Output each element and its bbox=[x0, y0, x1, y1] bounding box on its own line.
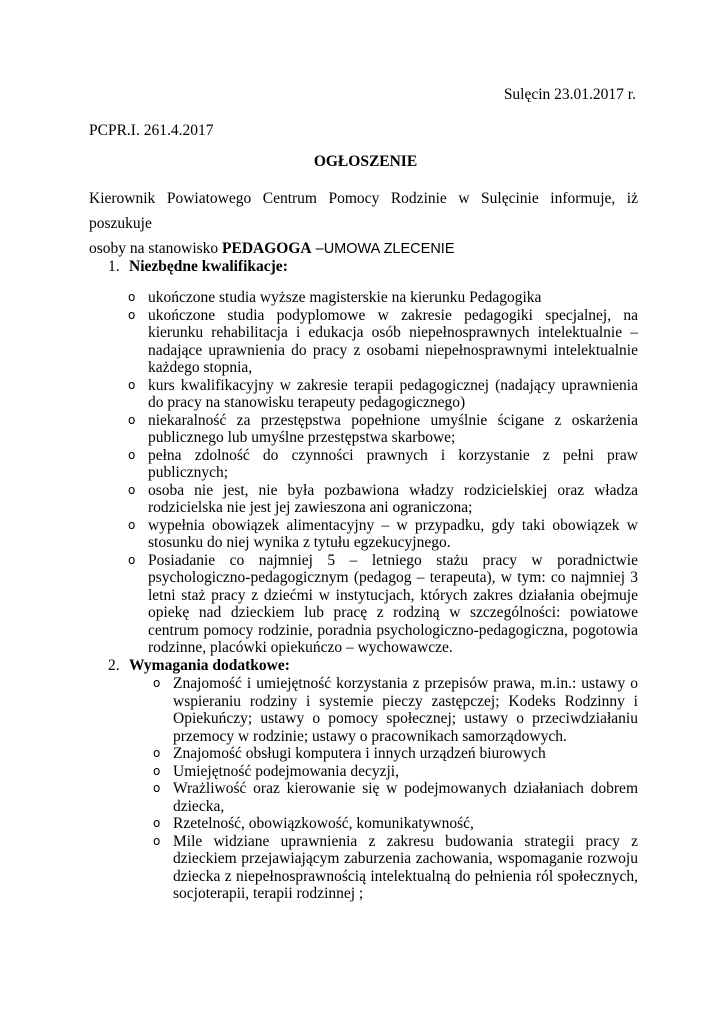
intro-paragraph bbox=[89, 186, 638, 262]
document-title: OGŁOSZENIE bbox=[313, 153, 418, 170]
list-item-text: ukończone studia podyplomowe w zakresie pedagogiki specjalnej, na kierunku rehabilitacja i edukacja osób niepełnosprawnych intelektualnie – nadające uprawnienia do pracy z osobami niepełnosprawnymi intelektualnie każdego stopnia, bbox=[148, 306, 638, 376]
section-2-title: Wymagania dodatkowe: bbox=[129, 657, 290, 674]
list-item bbox=[128, 516, 638, 552]
list-item-text: Mile widziane uprawnienia z zakresu budowania strategii pracy z dzieckiem przejawiającym zaburzenia zachowania, wspomaganie rozwoju dziecka z niepełnosprawnością intelektualną do pełnienia ról społecznych, socjoterapii, terapii rodzinnej ; bbox=[173, 832, 638, 902]
contract-type: –UMOWA ZLECENIE bbox=[311, 241, 455, 257]
intro-line-1: Kierownik Powiatowego Centrum Pomocy Rodzinie w Sulęcinie informuje, iż poszukuje bbox=[89, 190, 638, 232]
position-name: PEDAGOGA bbox=[222, 240, 312, 257]
bullet-icon: o bbox=[153, 816, 161, 830]
bullet-icon: o bbox=[153, 833, 161, 848]
list-item-text: osoba nie jest, nie była pozbawiona władzy rodzicielskiej oraz władza rodzicielska nie jest jej zawieszona ani ograniczona; bbox=[148, 481, 638, 516]
list-item bbox=[128, 289, 638, 307]
bullet-icon: o bbox=[153, 763, 161, 778]
bullet-icon: o bbox=[128, 552, 136, 567]
bullet-icon: o bbox=[153, 781, 161, 795]
place-date: Sulęcin 23.01.2017 r. bbox=[503, 86, 636, 103]
intro-line-2-prefix: osoby na stanowisko bbox=[89, 240, 223, 257]
bullet-icon: o bbox=[128, 377, 136, 392]
list-item-text: Wrażliwość oraz kierowanie się w podejmowanych działaniach dobrem dziecka, bbox=[173, 780, 638, 815]
list-item-text: wypełnia obowiązek alimentacyjny – w przypadku, gdy taki obowiązek w stosunku do niej wynika z tytułu egzekucyjnego. bbox=[148, 516, 638, 551]
bullet-icon: o bbox=[128, 412, 136, 427]
bullet-icon: o bbox=[128, 517, 136, 532]
list-item bbox=[128, 411, 638, 447]
list-item bbox=[153, 815, 638, 833]
list-item-text: pełna zdolność do czynności prawnych i korzystanie z pełni praw publicznych; bbox=[148, 446, 638, 481]
bullet-icon: o bbox=[153, 746, 161, 760]
list-item bbox=[128, 481, 638, 517]
list-item-text: kurs kwalifikacyjny w zakresie terapii pedagogicznej (nadający uprawnienia do pracy na stanowisku terapeuty pedagogicznego) bbox=[148, 376, 638, 411]
bullet-icon: o bbox=[128, 482, 136, 497]
list-item-text: Posiadanie co najmniej 5 – letniego stażu pracy w poradnictwie psychologiczno-pedagogicznym (pedagog – terapeuta), w tym: co najmniej 3 letni staż pracy z dziećmi w instytucjach, których zakres działania obejmuje opiekę nad dzieckiem lub pracę z rodziną w szczególności: powiatowe centrum pomocy rodzinie, poradnia psychologiczno-pedagogiczna, pogotowia rodzinne, placówki opiekuńczo – wychowawcze. bbox=[148, 551, 638, 656]
list-item-text: Znajomość i umiejętność korzystania z przepisów prawa, m.in.: ustawy o wspieraniu rodziny i systemie pieczy zastępczej; Kodeks Rodzinny i Opiekuńczy; ustawy o pomocy społecznej; ustawy o przeciwdziałaniu przemocy w rodzinie; ustawy o pracownikach samorządowych. bbox=[173, 675, 638, 745]
section-1-list bbox=[128, 289, 638, 657]
list-item bbox=[128, 376, 638, 412]
bullet-icon: o bbox=[128, 447, 136, 462]
section-1-number: 1. bbox=[108, 258, 120, 275]
list-item bbox=[153, 675, 638, 745]
bullet-icon: o bbox=[128, 290, 136, 304]
section-2-number: 2. bbox=[108, 657, 120, 674]
list-item bbox=[128, 306, 638, 377]
list-item bbox=[153, 745, 638, 763]
list-item-text: Rzetelność, obowiązkowość, komunikatywność, bbox=[173, 815, 474, 832]
list-item bbox=[128, 551, 638, 657]
list-item-text: niekaralność za przestępstwa popełnione umyślnie ścigane z oskarżenia publicznego lub umyślne przestępstwa skarbowe; bbox=[148, 411, 638, 446]
list-item bbox=[153, 780, 638, 815]
reference-number: PCPR.I. 261.4.2017 bbox=[89, 122, 214, 139]
section-1-title: Niezbędne kwalifikacje: bbox=[129, 258, 288, 275]
list-item bbox=[128, 446, 638, 482]
list-item-text: ukończone studia wyższe magisterskie na kierunku Pedagogika bbox=[148, 289, 542, 306]
list-item-text: Znajomość obsługi komputera i innych urządzeń biurowych bbox=[173, 745, 546, 762]
bullet-icon: o bbox=[153, 676, 161, 690]
bullet-icon: o bbox=[128, 307, 136, 322]
section-2-list bbox=[153, 675, 638, 903]
list-item-text: Umiejętność podejmowania decyzji, bbox=[173, 762, 399, 780]
list-item bbox=[153, 762, 638, 781]
list-item bbox=[153, 832, 638, 903]
